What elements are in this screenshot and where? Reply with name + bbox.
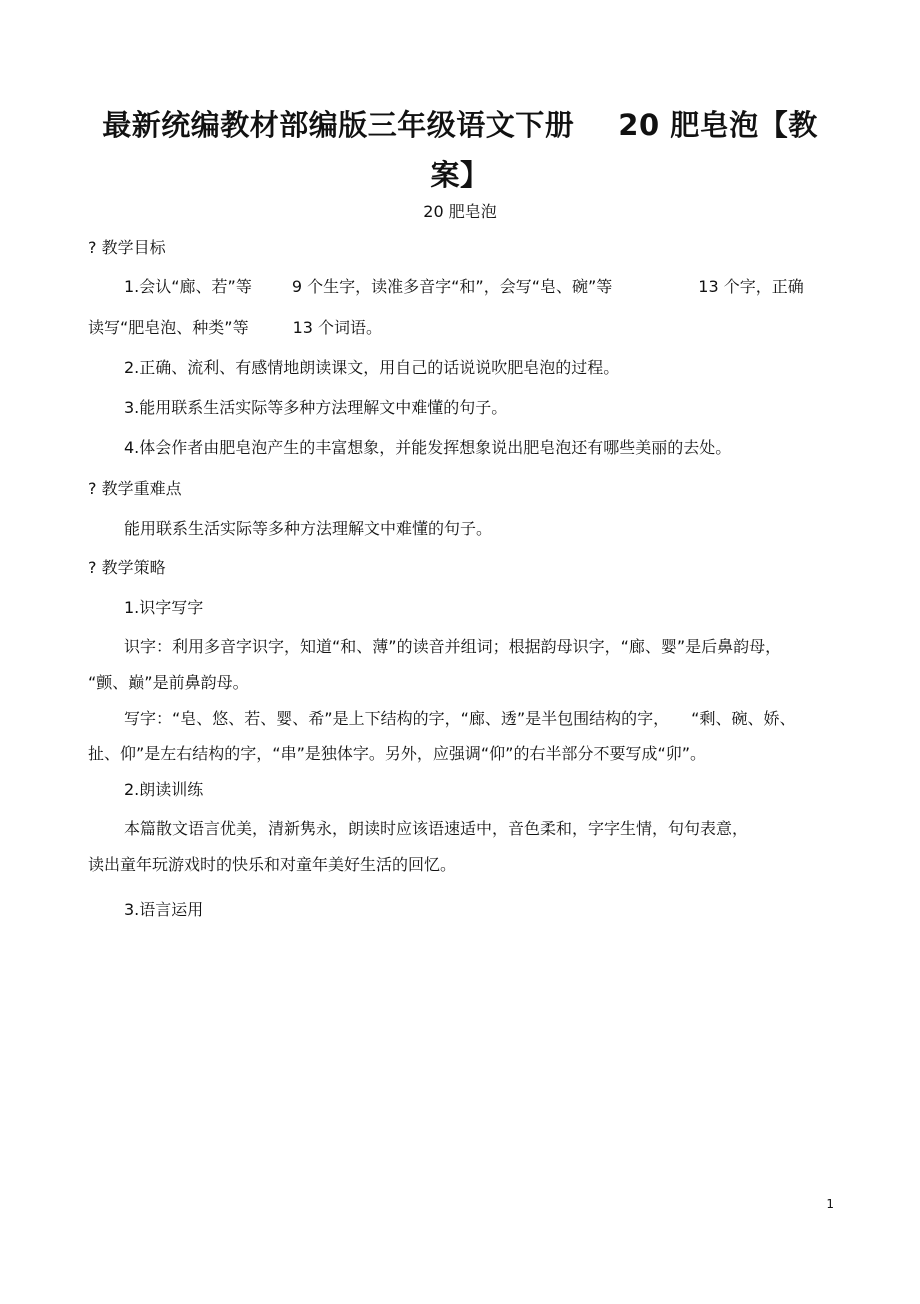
strategy-heading: ? 教学策略 [88,558,166,577]
writing-para-part-b: “剩、碗、娇、 [691,709,796,728]
title-part-3: 案】 [430,158,490,192]
goal-item-2: 2.正确、流利、有感情地朗读课文，用自己的话说说吹肥皂泡的过程。 [124,358,620,377]
goal-item-4: 4.体会作者由肥皂泡产生的丰富想象，并能发挥想象说出肥皂泡还有哪些美丽的去处。 [124,438,732,457]
goal-1-part-c: 13 个字，正确 [698,277,804,296]
title-part-2: 20 肥皂泡【教 [618,108,818,142]
lesson-subtitle: 20 肥皂泡 [423,202,497,221]
goal-item-1-line-2 [88,317,382,339]
goals-heading: ? 教学目标 [88,238,166,257]
writing-para-line-2: 扯、仰”是左右结构的字，“串”是独体字。另外，应强调“仰”的右半部分不要写成“卯”。 [88,744,707,763]
writing-para-line-1 [124,708,795,730]
goal-1-part-d: 读写“肥皂泡、种类”等 [88,318,249,337]
reading-para-line-1: 本篇散文语言优美，清新隽永，朗读时应该语速适中，音色柔和，字字生情，句句表意， [124,819,749,838]
writing-para-part-a: 写字：“皂、悠、若、婴、希”是上下结构的字，“廊、透”是半包围结构的字， [124,709,670,728]
page-number: 1 [826,1197,834,1211]
goal-1-part-a: 1.会认“廊、若”等 [124,277,252,296]
strategy-sub-2: 2.朗读训练 [124,780,204,799]
title-part-1: 最新统编教材部编版三年级语文下册 [102,108,575,142]
strategy-sub-1: 1.识字写字 [124,598,204,617]
literacy-para-line-1: 识字：利用多音字识字，知道“和、薄”的读音并组词；根据韵母识字，“廊、婴”是后鼻韵母， [124,637,782,656]
reading-para-line-2: 读出童年玩游戏时的快乐和对童年美好生活的回忆。 [88,855,457,874]
goal-1-part-b: 9 个生字，读准多音字“和”，会写“皂、碗”等 [291,277,613,296]
goal-item-1-line-1 [124,276,804,298]
goal-item-3: 3.能用联系生活实际等多种方法理解文中难懂的句子。 [124,398,508,417]
literacy-para-line-2: “颤、巅”是前鼻韵母。 [88,673,249,692]
key-points-heading: ? 教学重难点 [88,479,182,498]
document-title [80,100,840,200]
strategy-sub-3: 3.语言运用 [124,900,204,919]
goal-1-part-e: 13 个词语。 [292,318,383,337]
key-points-text: 能用联系生活实际等多种方法理解文中难懂的句子。 [124,519,493,538]
